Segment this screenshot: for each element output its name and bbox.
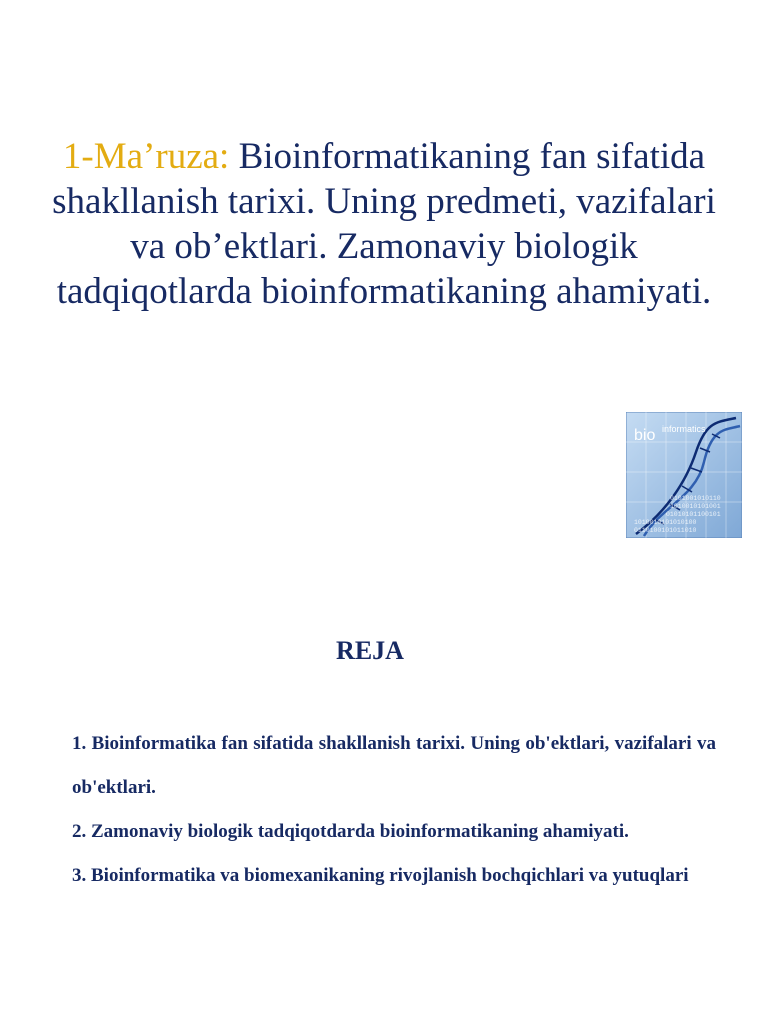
logo-bio-text: bio [634,427,656,444]
plan-item: 3. Bioinformatika va biomexanikaning rivojlanish bochqichlari va yutuqlari [72,865,689,886]
lecture-topic: Bioinformatikaning fan sifatida shakllanish tarixi. Uning predmeti, vazifalari va ob’ektlari. Zamonaviy biologik tadqiqotlarda bioinformatikaning ahamiyati. [52,136,716,312]
plan-heading: REJA [336,636,404,665]
plan-item: 2. Zamonaviy biologik tadqiqotdarda bioinformatikaning ahamiyati. [72,821,629,842]
plan-list [72,722,716,898]
bioinformatics-logo [626,412,742,538]
lecture-title [40,134,728,314]
binary-line: 0110100101011010 [634,527,697,534]
plan-item: 1. Bioinformatika fan sifatida shakllanish tarixi. Uning ob'ektlari, vazifalari va ob'ektlari. [72,733,716,798]
binary-line: 1010010101010100 [634,519,697,526]
lecture-number: 1-Ma’ruza: [62,136,230,177]
binary-line: 0101001010110 [670,495,721,502]
binary-line: 1010010101001 [670,503,721,510]
binary-line: 01010101100101 [666,511,721,518]
logo-informatics-text: informatics [662,424,706,434]
